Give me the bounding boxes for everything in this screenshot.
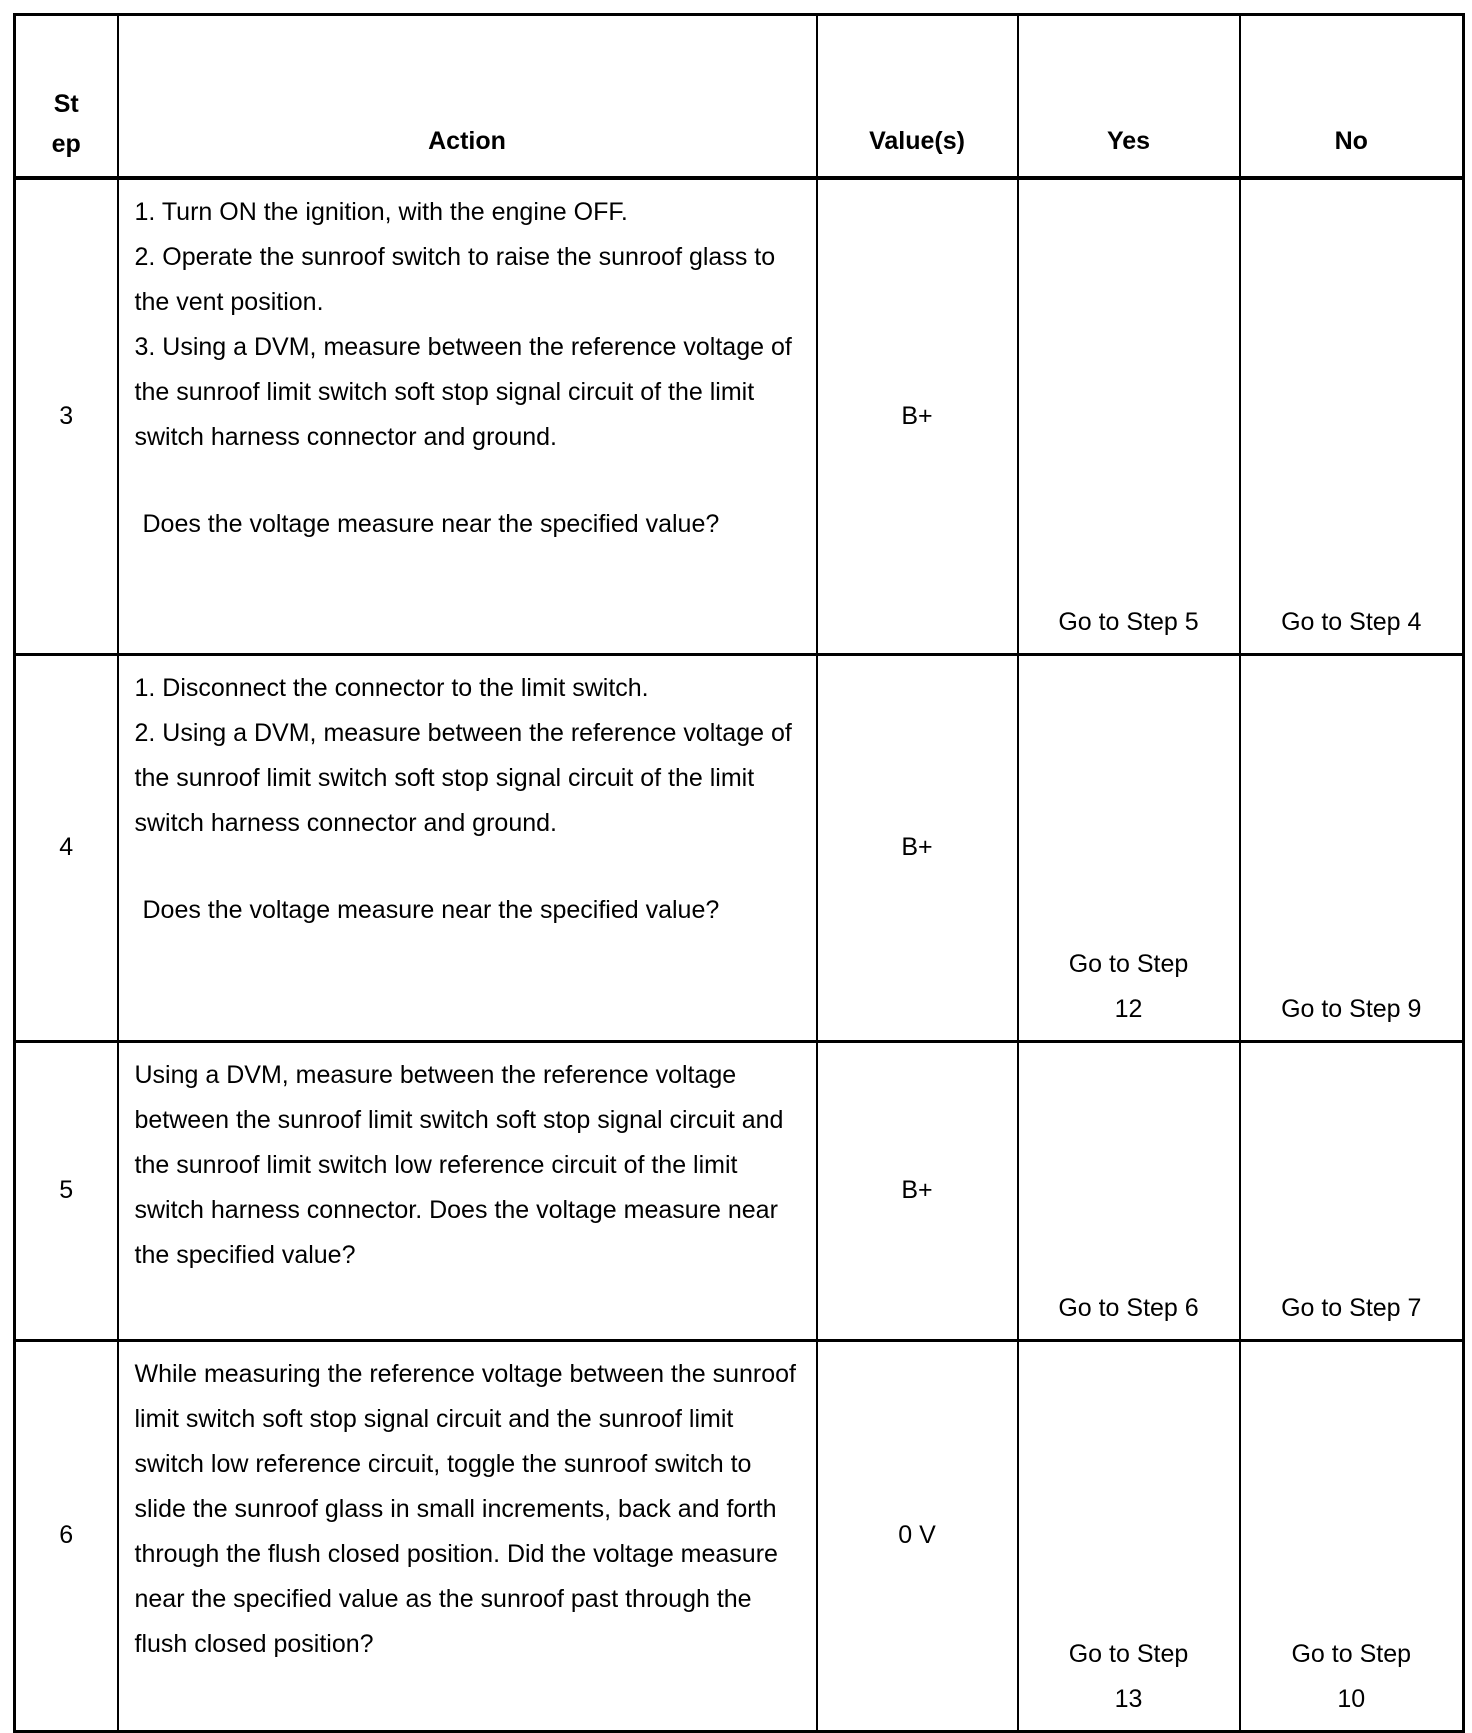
step-number: 5 (15, 1041, 118, 1340)
no-cell: Go to Step 4 (1240, 178, 1464, 654)
yes-cell: Go to Step 6 (1018, 1041, 1240, 1340)
no-cell: Go to Step 7 (1240, 1041, 1464, 1340)
yes-cell: Go to Step 5 (1018, 178, 1240, 654)
yes-cell: Go to Step 13 (1018, 1340, 1240, 1731)
action-question: Does the voltage measure near the specified value? (142, 510, 720, 538)
yes-cell: Go to Step 12 (1018, 654, 1240, 1041)
header-step: St ep (15, 15, 118, 179)
action-item: 2. Using a DVM, measure between the reference voltage of the sunroof limit switch soft stop signal circuit of the limit switch harness connector and ground. (134, 718, 792, 837)
step-number: 6 (15, 1340, 118, 1731)
action-item: 1. Disconnect the connector to the limit switch. (134, 673, 649, 702)
header-no: No (1240, 15, 1464, 179)
no-cell: Go to Step 9 (1240, 654, 1464, 1041)
action-cell (118, 1340, 817, 1731)
diagnostic-table (13, 13, 1465, 1733)
value-cell: B+ (817, 1041, 1018, 1340)
action-cell (118, 1041, 817, 1340)
no-cell: Go to Step 10 (1240, 1340, 1464, 1731)
action-cell (118, 654, 817, 1041)
header-values: Value(s) (817, 15, 1018, 179)
value-cell: B+ (817, 178, 1018, 654)
table-row (15, 654, 1464, 1041)
action-cell (118, 178, 817, 654)
action-item: Using a DVM, measure between the reference voltage between the sunroof limit switch soft stop signal circuit and the sunroof limit switch low reference circuit of the limit switch harness connector. Does the voltage measure near the specified value? (134, 1060, 784, 1269)
action-item: 2. Operate the sunroof switch to raise the sunroof glass to the vent position. (134, 243, 776, 316)
action-item: 1. Turn ON the ignition, with the engine OFF. (134, 198, 628, 226)
step-number: 4 (15, 654, 118, 1041)
table-row (15, 1340, 1464, 1731)
step-number: 3 (15, 178, 118, 654)
table-row (15, 1041, 1464, 1340)
header-action: Action (118, 15, 817, 179)
action-item: While measuring the reference voltage between the sunroof limit switch soft stop signal circuit and the sunroof limit switch low reference circuit, toggle the sunroof switch to slide the sunroof glass in small increments, back and forth through the flush closed position. Did the voltage measure near the specified value as the sunroof past through the flush closed position? (134, 1359, 796, 1658)
value-cell: B+ (817, 654, 1018, 1041)
table-row (15, 178, 1464, 654)
value-cell: 0 V (817, 1340, 1018, 1731)
header-yes: Yes (1018, 15, 1240, 179)
action-item: 3. Using a DVM, measure between the reference voltage of the sunroof limit switch soft stop signal circuit of the limit switch harness connector and ground. (134, 333, 792, 451)
action-question: Does the voltage measure near the specified value? (142, 895, 720, 924)
